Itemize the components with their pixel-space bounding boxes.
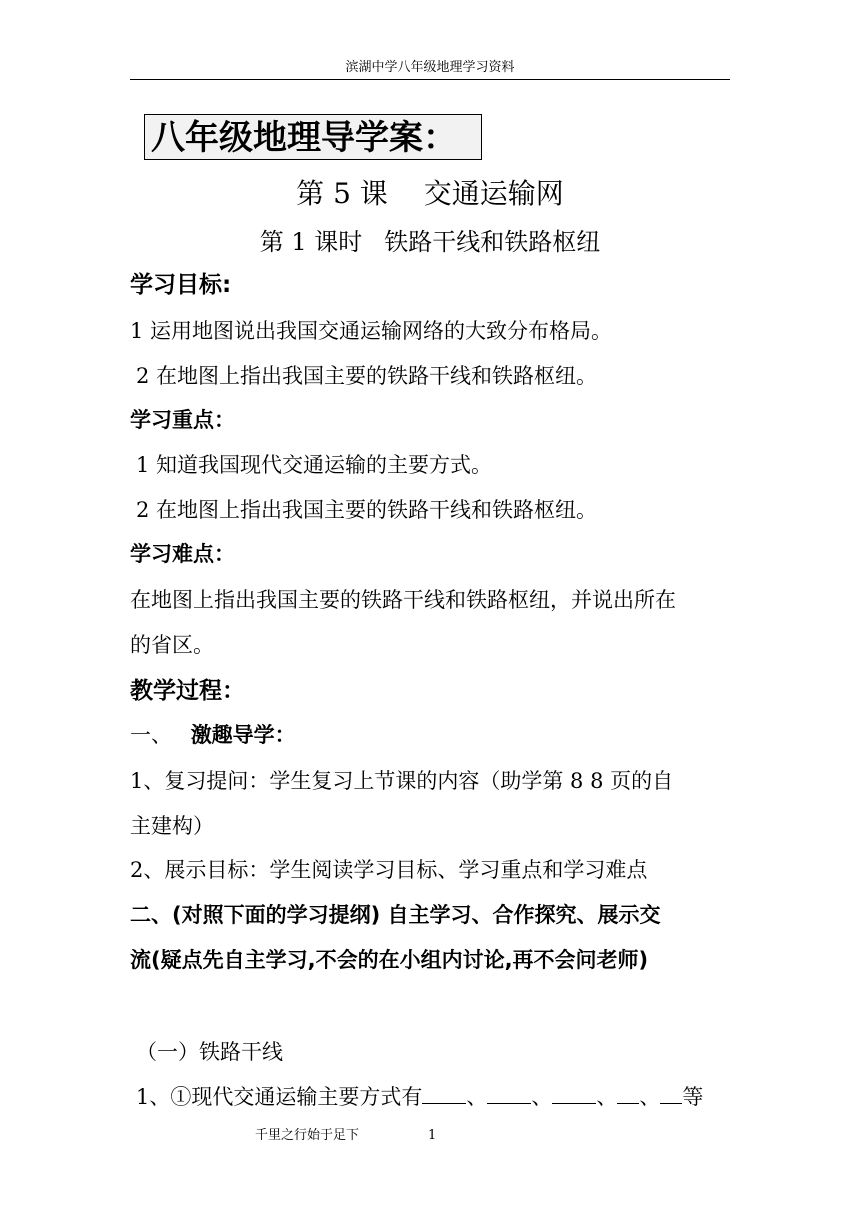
lesson-number: 第 5 课 bbox=[296, 177, 388, 210]
blank-separator: 、 bbox=[639, 1085, 661, 1109]
section1-prefix: 一、 bbox=[130, 723, 172, 747]
section2-line2: 流(疑点先自主学习,不会的在小组内讨论,再不会问老师) bbox=[130, 948, 649, 972]
key-points-heading: 学习重点： bbox=[130, 408, 235, 432]
difficulties-heading: 学习难点： bbox=[130, 542, 235, 566]
page-number: 1 bbox=[428, 1128, 437, 1143]
answer-blank[interactable] bbox=[552, 1085, 596, 1104]
answer-blank[interactable] bbox=[617, 1085, 639, 1104]
lesson-name: 交通运输网 bbox=[423, 177, 564, 210]
section1-heading bbox=[130, 720, 296, 750]
key-point-item: 2 在地图上指出我国主要的铁路干线和铁路枢纽。 bbox=[136, 498, 598, 522]
footer-motto: 千里之行始于足下 bbox=[255, 1128, 360, 1143]
lesson-title bbox=[0, 174, 860, 214]
question1-suffix: 等 bbox=[682, 1085, 704, 1109]
step1-line2: 主建构） bbox=[130, 814, 214, 838]
step2-line: 2、展示目标：学生阅读学习目标、学习重点和学习难点 bbox=[130, 858, 648, 882]
period-name: 铁路干线和铁路枢纽 bbox=[384, 228, 601, 256]
section1-title: 激趣导学： bbox=[190, 723, 296, 747]
objective-item: 1 运用地图说出我国交通运输网络的大致分布格局。 bbox=[130, 319, 613, 343]
period-number: 第 1 课时 bbox=[259, 228, 363, 256]
objective-item: 2 在地图上指出我国主要的铁路干线和铁路枢纽。 bbox=[136, 364, 598, 388]
subsection-heading: （一）铁路干线 bbox=[136, 1040, 283, 1064]
question1-prefix: 1、①现代交通运输主要方式有 bbox=[136, 1085, 423, 1109]
blank-separator: 、 bbox=[466, 1085, 488, 1109]
difficulty-line: 的省区。 bbox=[130, 633, 214, 657]
document-title: 八年级地理导学案： bbox=[151, 118, 457, 158]
answer-blank[interactable] bbox=[487, 1085, 531, 1104]
step1-line1: 1、复习提问：学生复习上节课的内容（助学第 8 8 页的自 bbox=[130, 769, 674, 793]
answer-blank[interactable] bbox=[660, 1085, 682, 1104]
blank-separator: 、 bbox=[596, 1085, 618, 1109]
blank-separator: 、 bbox=[531, 1085, 553, 1109]
answer-blank[interactable] bbox=[422, 1085, 466, 1104]
header-rule bbox=[130, 79, 730, 80]
period-title bbox=[0, 226, 860, 258]
title-box bbox=[144, 114, 482, 160]
key-point-item: 1 知道我国现代交通运输的主要方式。 bbox=[136, 453, 493, 477]
page-header: 滨湖中学八年级地理学习资料 bbox=[345, 60, 515, 75]
difficulty-line: 在地图上指出我国主要的铁路干线和铁路枢纽，并说出所在 bbox=[130, 588, 676, 612]
objectives-heading: 学习目标: bbox=[130, 272, 232, 298]
process-heading: 教学过程： bbox=[130, 678, 245, 704]
section2-line1: 二、(对照下面的学习提纲) 自主学习、合作探究、展示交 bbox=[130, 903, 661, 927]
question1-line bbox=[136, 1082, 703, 1112]
